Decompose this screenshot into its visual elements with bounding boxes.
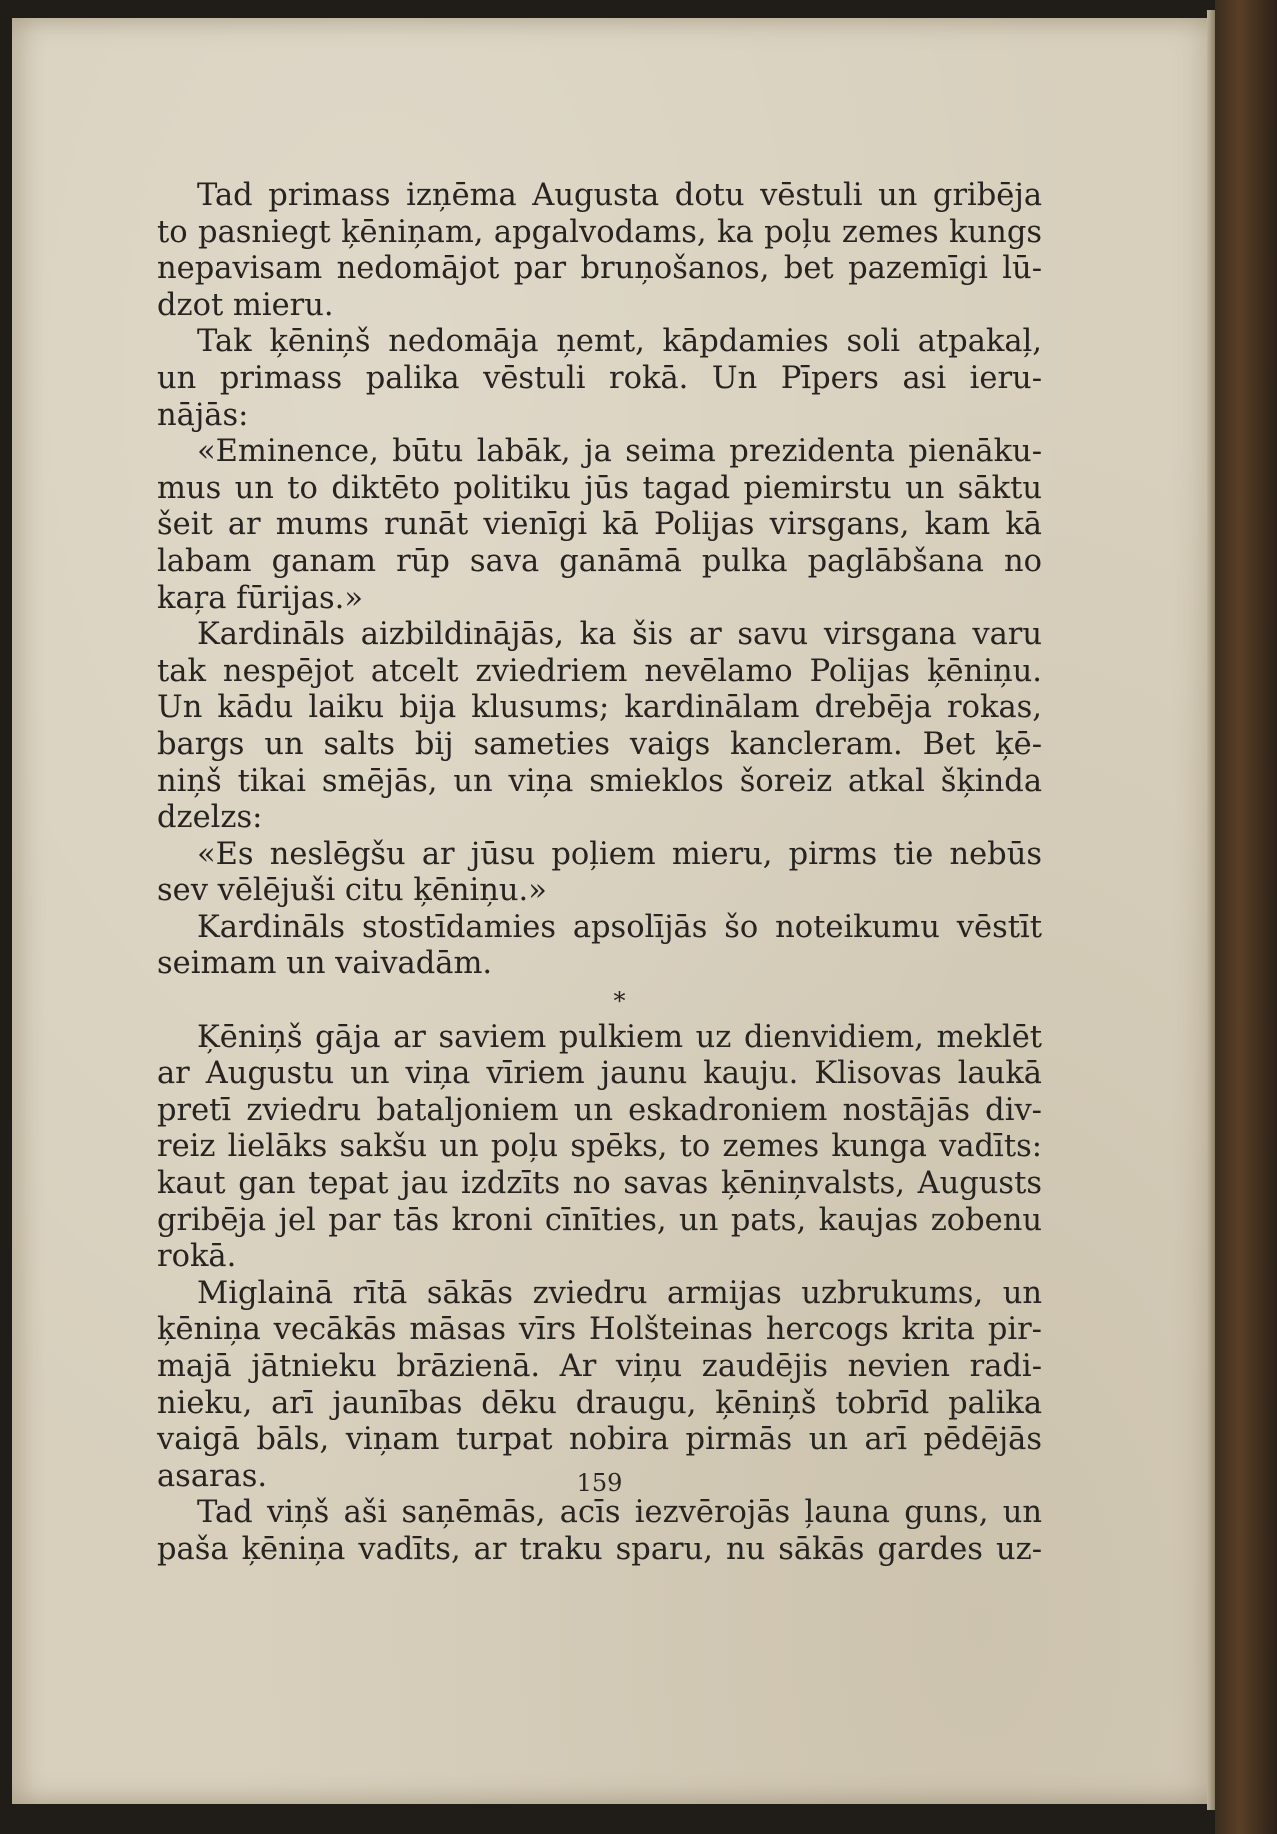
text-line: tak nespējot atcelt zviedriem nevēlamo Polijas ķēniņu. [157,653,1042,689]
text-line: Tak ķēniņš nedomāja ņemt, kāpdamies soli atpakaļ, [197,324,1042,360]
text-line: seimam un vaivadām. [157,946,493,982]
section-divider-asterisk: * [613,987,626,1016]
text-line: šeit ar mums runāt vienīgi kā Polijas virsgans, kam kā [157,507,1042,543]
text-line: Ķēniņš gāja ar saviem pulkiem uz dienvidiem, meklēt [197,1019,1042,1055]
text-line: asaras. [157,1458,268,1494]
text-line: niņš tikai smējās, un viņa smieklos šoreiz atkal šķinda [157,763,1042,799]
text-line: ar Augustu un viņa vīriem jaunu kauju. Klisovas laukā [157,1056,1042,1092]
text-line: reiz lielāks sakšu un poļu spēks, to zemes kunga vadīts: [157,1129,1042,1165]
text-line: nājās: [157,397,249,433]
text-line: dzot mieru. [157,287,334,323]
text-line: vaigā bāls, viņam turpat nobira pirmās un arī pēdējās [157,1422,1042,1458]
text-line: Kardināls stostīdamies apsolījās šo noteikumu vēstīt [197,909,1042,945]
text-line: bargs un salts bij sameties vaigs kancleram. Bet ķē- [157,726,1042,762]
text-line: «Es neslēgšu ar jūsu poļiem mieru, pirms tie nebūs [197,836,1042,872]
book-spine [1215,0,1277,1834]
page-number: 159 [576,1469,623,1497]
text-line: Un kādu laiku bija klusums; kardinālam drebēja rokas, [157,690,1042,726]
text-line: Tad viņš aši saņēmās, acīs iezvērojās ļauna guns, un [197,1495,1042,1531]
page-edge [1207,10,1215,1810]
text-line: nieku, arī jaunības dēku draugu, ķēniņš tobrīd palika [157,1385,1042,1421]
text-line: Kardināls aizbildinājās, ka šis ar savu virsgana varu [197,617,1042,653]
text-line: ķēniņa vecākās māsas vīrs Holšteinas hercogs krita pir- [157,1312,1042,1348]
text-line: «Eminence, būtu labāk, ja seima prezidenta pienāku- [197,434,1042,470]
text-line: Miglainā rītā sākās zviedru armijas uzbrukums, un [197,1275,1042,1311]
text-line: to pasniegt ķēniņam, apgalvodams, ka poļu zemes kungs [157,214,1042,250]
text-line: Tad primass izņēma Augusta dotu vēstuli un gribēja [197,178,1042,213]
text-line: paša ķēniņa vadīts, ar traku sparu, nu sākās gardes uz- [157,1531,1042,1567]
book-page [12,18,1222,1804]
text-line: nepavisam nedomājot par bruņošanos, bet pazemīgi lū- [157,251,1042,287]
text-line: kaut gan tepat jau izdzīts no savas ķēniņvalsts, Augusts [157,1166,1042,1202]
page-text [157,178,1042,1569]
text-line: kaŗa fūrijas.» [157,580,364,616]
text-line: un primass palika vēstuli rokā. Un Pīpers asi ieru- [157,360,1042,396]
text-line: pretī zviedru bataljoniem un eskadroniem nostājās div- [157,1092,1042,1128]
text-line: sev vēlējuši citu ķēniņu.» [157,873,547,909]
text-line: gribēja jel par tās kroni cīnīties, un pats, kaujas zobenu [157,1202,1042,1238]
text-line: labam ganam rūp sava ganāmā pulka paglābšana no [157,543,1042,579]
text-line: rokā. [157,1239,237,1275]
text-line: majā jātnieku brāzienā. Ar viņu zaudējis nevien radi- [157,1349,1042,1384]
text-line: dzelzs: [157,800,263,836]
text-line: mus un to diktēto politiku jūs tagad piemirstu un sāktu [157,470,1042,506]
